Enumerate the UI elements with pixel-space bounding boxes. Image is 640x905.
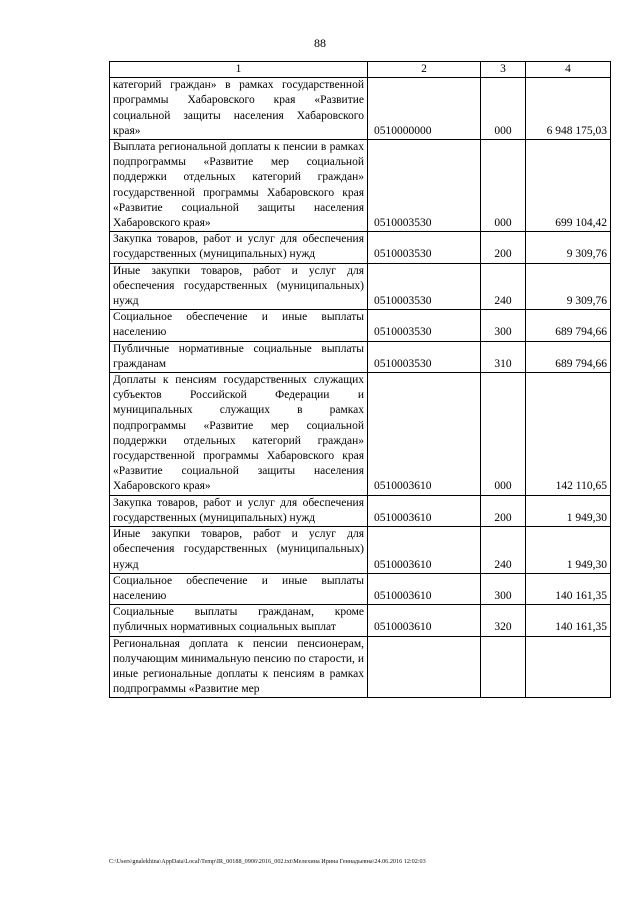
row-code: 0510003610 (368, 373, 481, 496)
row-vr (481, 636, 526, 698)
row-code: 0510003530 (368, 232, 481, 263)
page-number: 88 (314, 36, 326, 50)
row-code: 0510003530 (368, 341, 481, 372)
column-header-vr: 3 (481, 62, 526, 78)
row-sum: 140 161,35 (526, 605, 611, 636)
table-row (110, 636, 611, 698)
row-sum (526, 636, 611, 698)
row-vr: 310 (481, 341, 526, 372)
table-row (110, 140, 611, 232)
row-vr: 300 (481, 573, 526, 604)
row-sum: 140 161,35 (526, 573, 611, 604)
row-vr: 240 (481, 263, 526, 310)
row-vr: 000 (481, 140, 526, 232)
row-sum: 9 309,76 (526, 232, 611, 263)
row-name: Иные закупки товаров, работ и услуг для обеспечения государственных (муниципальных) нужд (110, 263, 368, 310)
row-vr: 320 (481, 605, 526, 636)
row-name: Публичные нормативные социальные выплаты гражданам (110, 341, 368, 372)
column-header-code: 2 (368, 62, 481, 78)
row-code: 0510003610 (368, 527, 481, 574)
row-code: 0510003530 (368, 140, 481, 232)
column-header-sum: 4 (526, 62, 611, 78)
table-row (110, 263, 611, 310)
budget-table (109, 61, 611, 698)
row-code: 0510003610 (368, 573, 481, 604)
table-row (110, 573, 611, 604)
table-row (110, 605, 611, 636)
row-sum: 699 104,42 (526, 140, 611, 232)
row-name: Выплата региональной доплаты к пенсии в рамках подпрограммы «Развитие мер социальной поддержки отдельных категорий граждан» государственной программы Хабаровского края «Развитие социальной защиты населения Хабаровского края» (110, 140, 368, 232)
table-row (110, 341, 611, 372)
row-sum: 6 948 175,03 (526, 78, 611, 140)
row-sum: 1 949,30 (526, 527, 611, 574)
table-row (110, 527, 611, 574)
row-name: категорий граждан» в рамках государственной программы Хабаровского края «Развитие социальной защиты населения Хабаровского края» (110, 78, 368, 140)
row-vr: 000 (481, 78, 526, 140)
table-row (110, 78, 611, 140)
row-name: Иные закупки товаров, работ и услуг для обеспечения государственных (муниципальных) нужд (110, 527, 368, 574)
row-code: 0510003610 (368, 495, 481, 526)
column-header-name: 1 (110, 62, 368, 78)
row-name: Региональная доплата к пенсии пенсионерам, получающим минимальную пенсию по старости, и иные региональные доплаты к пенсиям в рамках подпрограммы «Развитие мер (110, 636, 368, 698)
table-row (110, 495, 611, 526)
row-code (368, 636, 481, 698)
row-code: 0510003530 (368, 310, 481, 341)
row-name: Социальные выплаты гражданам, кроме публичных нормативных социальных выплат (110, 605, 368, 636)
row-code: 0510000000 (368, 78, 481, 140)
row-code: 0510003610 (368, 605, 481, 636)
row-name: Социальное обеспечение и иные выплаты населению (110, 310, 368, 341)
row-sum: 9 309,76 (526, 263, 611, 310)
row-sum: 689 794,66 (526, 341, 611, 372)
row-vr: 240 (481, 527, 526, 574)
row-vr: 000 (481, 373, 526, 496)
row-sum: 689 794,66 (526, 310, 611, 341)
row-name: Закупка товаров, работ и услуг для обеспечения государственных (муниципальных) нужд (110, 495, 368, 526)
row-vr: 200 (481, 232, 526, 263)
row-code: 0510003530 (368, 263, 481, 310)
table-row (110, 310, 611, 341)
row-name: Закупка товаров, работ и услуг для обеспечения государственных (муниципальных) нужд (110, 232, 368, 263)
row-vr: 300 (481, 310, 526, 341)
row-name: Социальное обеспечение и иные выплаты населению (110, 573, 368, 604)
row-vr: 200 (481, 495, 526, 526)
footer-file-path: C:\Users\gnalekhina\AppData\Local\Temp\IR_00188_0906\2016_002.txt\Мелехина Ирина Геннадьевна\24.06.2016 12:02:03 (109, 858, 426, 865)
table-header-row (110, 62, 611, 78)
table-row (110, 373, 611, 496)
row-sum: 142 110,65 (526, 373, 611, 496)
row-name: Доплаты к пенсиям государственных служащих субъектов Российской Федерации и муниципальных служащих в рамках подпрограммы «Развитие мер социальной поддержки отдельных категорий граждан» государственной программы Хабаровского края «Развитие социальной защиты населения Хабаровского края» (110, 373, 368, 496)
table-row (110, 232, 611, 263)
row-sum: 1 949,30 (526, 495, 611, 526)
